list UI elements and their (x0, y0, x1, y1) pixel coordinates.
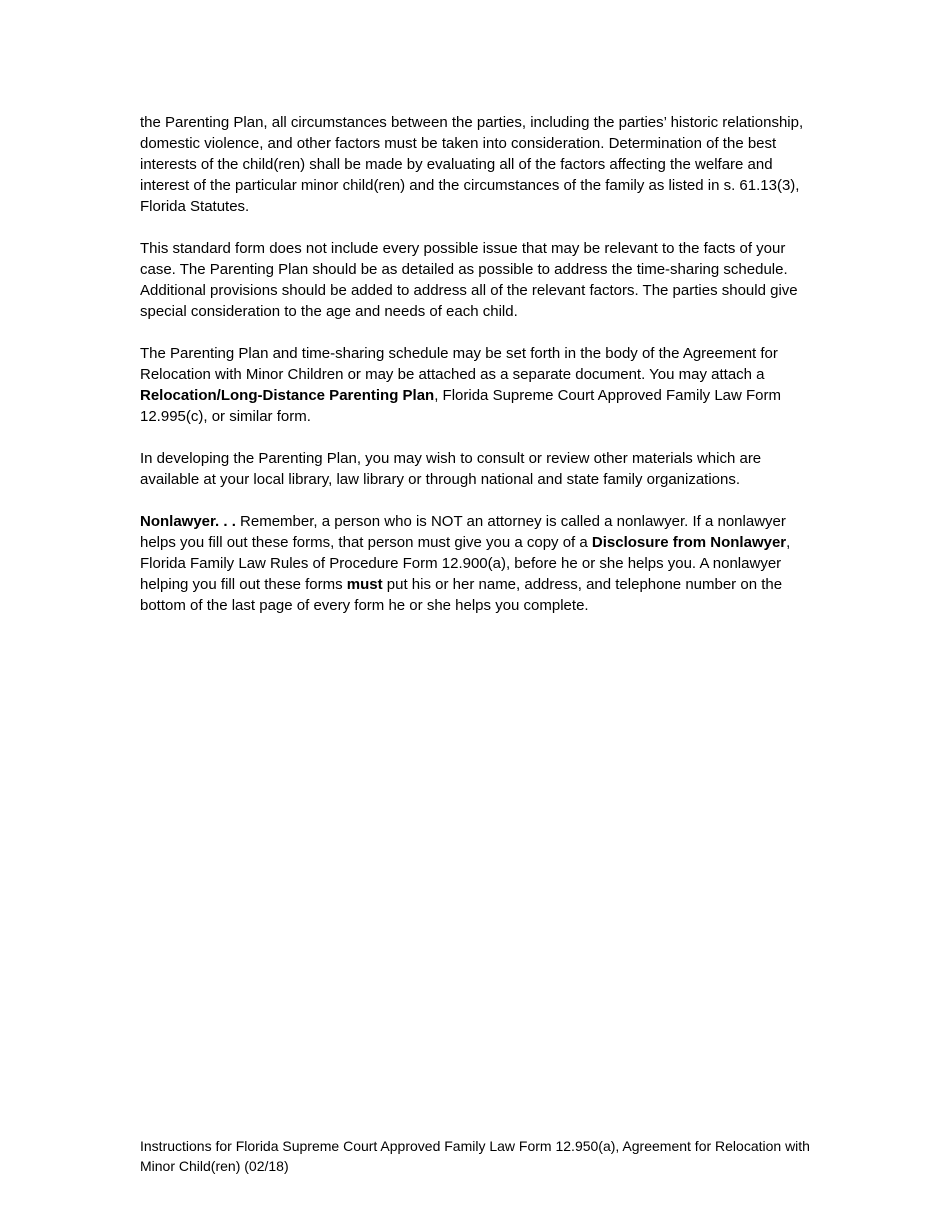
text-segment: The Parenting Plan and time-sharing schedule may be set forth in the body of the Agreement for Relocation with Minor Children or may be attached as a separate document. You may attach a (140, 345, 778, 383)
paragraph-parenting-plan-attachment (140, 343, 820, 427)
nonlawyer-heading: Nonlawyer. . . (140, 513, 236, 530)
paragraph-best-interests: the Parenting Plan, all circumstances between the parties, including the parties’ historic relationship, domestic violence, and other factors must be taken into consideration. Determination of the best interests of the child(ren) shall be made by evaluating all of the factors affecting the welfare and interest of the particular minor child(ren) and the circumstances of the family as listed in s. 61.13(3), Florida Statutes. (140, 114, 804, 215)
document-body (140, 112, 820, 637)
paragraph-standard-form: This standard form does not include every possible issue that may be relevant to the facts of your case. The Parenting Plan should be as detailed as possible to address the time-sharing schedule. Additional provisions should be added to address all of the relevant factors. The parties should give special consideration to the age and needs of each child. (140, 240, 798, 320)
text-segment: put his or her name, address, and telephone number on the bottom of the last page of every form he or she helps you complete. (140, 576, 783, 614)
text-segment: Remember, a person who is NOT an attorney is called a nonlawyer. If a nonlawyer helps you fill out these forms, that person must give you a copy of a (140, 513, 786, 551)
paragraph-nonlawyer (140, 511, 820, 616)
disclosure-form-name: Disclosure from Nonlawyer (591, 534, 787, 551)
must-emphasis: must (346, 576, 383, 593)
paragraph-other-materials: In developing the Parenting Plan, you may wish to consult or review other materials which are available at your local library, law library or through national and state family organizations. (140, 450, 762, 488)
page-footer: Instructions for Florida Supreme Court Approved Family Law Form 12.950(a), Agreement for Relocation with Minor Child(ren) (02/18) (140, 1138, 810, 1174)
text-segment: , Florida Supreme Court Approved Family Law Form 12.995(c), or similar form. (140, 387, 782, 425)
text-segment: , Florida Family Law Rules of Procedure Form 12.900(a), before he or she helps you. A nonlawyer helping you fill out these forms (140, 534, 791, 593)
form-name-bold: Relocation/Long-Distance Parenting Plan (140, 387, 435, 404)
